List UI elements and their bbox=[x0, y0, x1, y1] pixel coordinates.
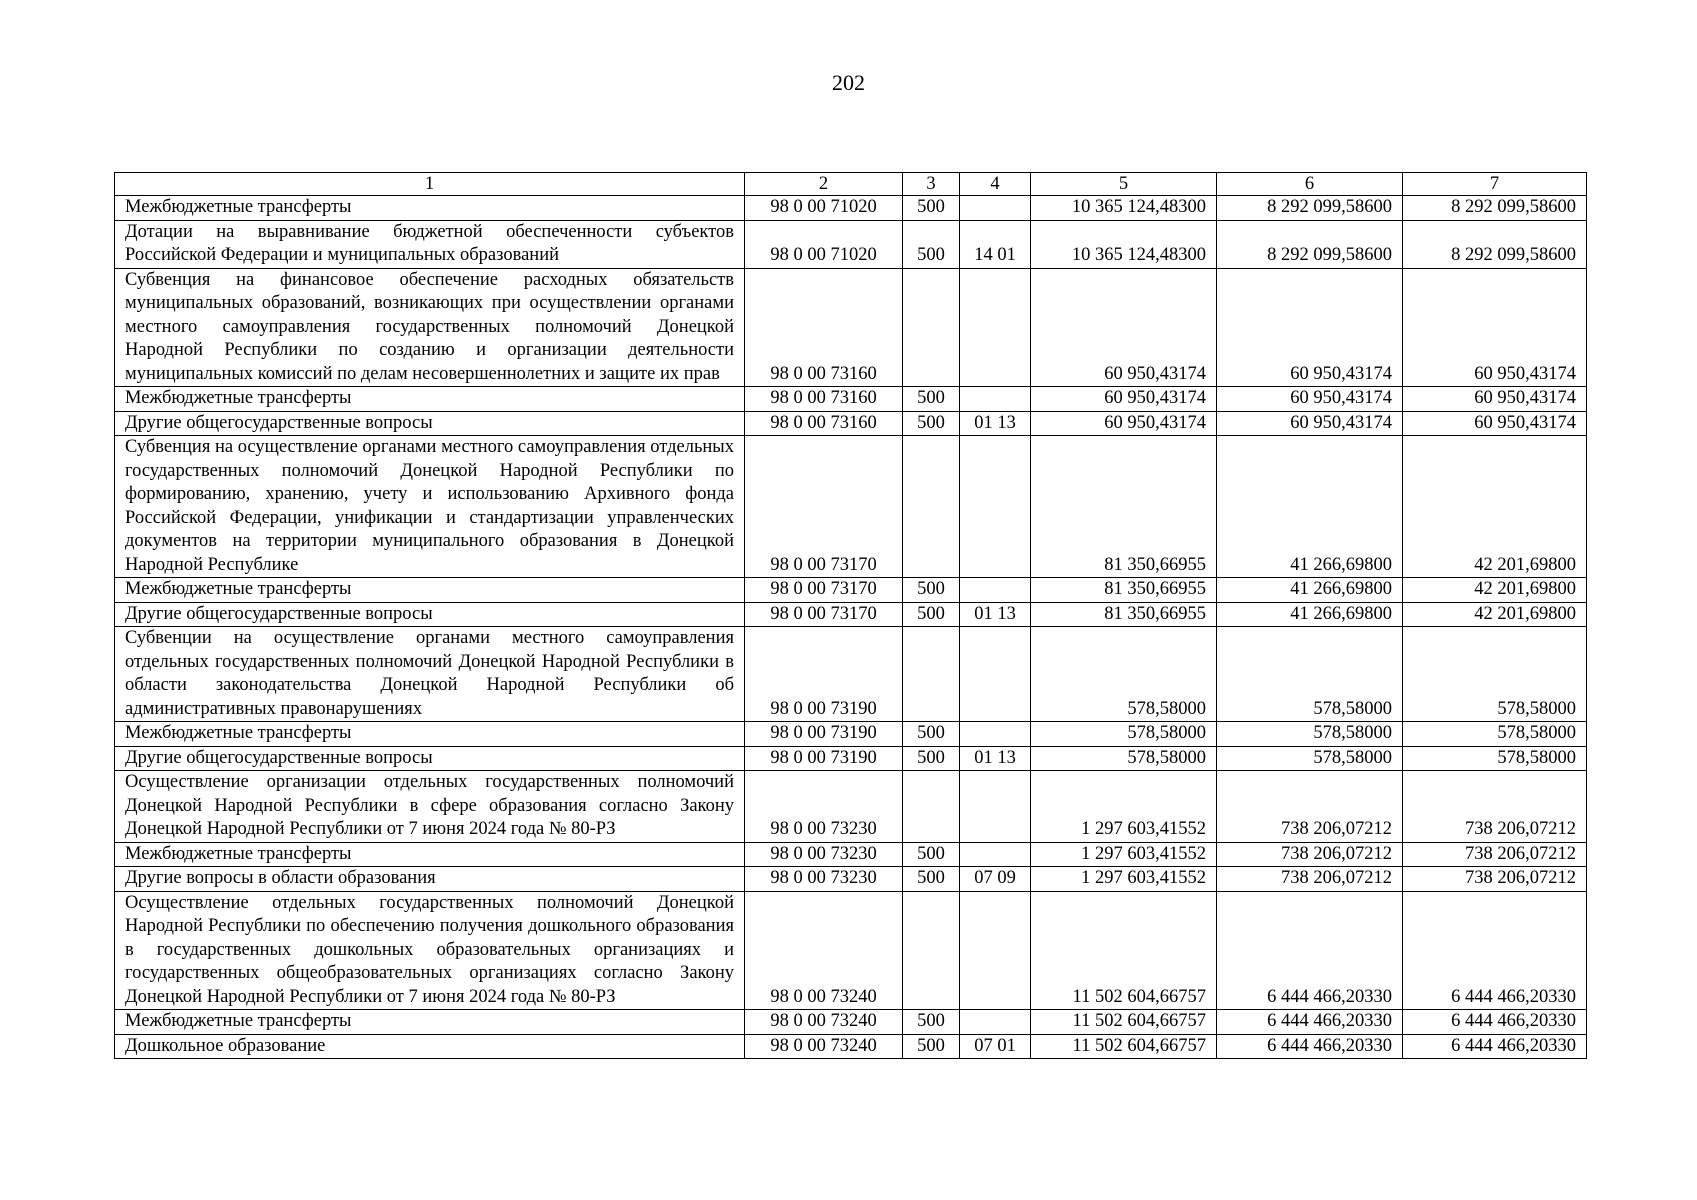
table-row bbox=[115, 771, 1587, 843]
table-row bbox=[115, 1034, 1587, 1059]
column-header: 6 bbox=[1217, 173, 1403, 196]
table-row bbox=[115, 578, 1587, 603]
target-article-cell: 98 0 00 73230 bbox=[745, 867, 903, 892]
target-article-cell: 98 0 00 73240 bbox=[745, 891, 903, 1010]
expense-type-cell bbox=[903, 627, 960, 722]
table-row bbox=[115, 268, 1587, 387]
section-subsection-cell: 07 01 bbox=[960, 1034, 1031, 1059]
expense-name-cell: Межбюджетные трансферты bbox=[115, 1010, 745, 1035]
target-article-cell: 98 0 00 71020 bbox=[745, 196, 903, 221]
target-article-cell: 98 0 00 73190 bbox=[745, 746, 903, 771]
amount-col6-cell: 8 292 099,58600 bbox=[1217, 220, 1403, 268]
amount-col7-cell: 578,58000 bbox=[1403, 746, 1587, 771]
amount-col7-cell: 6 444 466,20330 bbox=[1403, 1034, 1587, 1059]
amount-col6-cell: 738 206,07212 bbox=[1217, 771, 1403, 843]
amount-col5-cell: 60 950,43174 bbox=[1031, 411, 1217, 436]
amount-col5-cell: 10 365 124,48300 bbox=[1031, 196, 1217, 221]
amount-col6-cell: 41 266,69800 bbox=[1217, 578, 1403, 603]
section-subsection-cell: 01 13 bbox=[960, 746, 1031, 771]
column-header: 5 bbox=[1031, 173, 1217, 196]
amount-col5-cell: 81 350,66955 bbox=[1031, 578, 1217, 603]
table-row bbox=[115, 746, 1587, 771]
expense-type-cell: 500 bbox=[903, 842, 960, 867]
expense-name-cell: Другие общегосударственные вопросы bbox=[115, 746, 745, 771]
expense-name-cell: Межбюджетные трансферты bbox=[115, 578, 745, 603]
amount-col7-cell: 738 206,07212 bbox=[1403, 771, 1587, 843]
amount-col6-cell: 578,58000 bbox=[1217, 746, 1403, 771]
expense-type-cell: 500 bbox=[903, 746, 960, 771]
amount-col5-cell: 11 502 604,66757 bbox=[1031, 891, 1217, 1010]
target-article-cell: 98 0 00 73190 bbox=[745, 627, 903, 722]
column-header: 1 bbox=[115, 173, 745, 196]
expense-type-cell bbox=[903, 436, 960, 578]
target-article-cell: 98 0 00 73230 bbox=[745, 771, 903, 843]
expense-type-cell: 500 bbox=[903, 196, 960, 221]
expense-name-cell: Межбюджетные трансферты bbox=[115, 722, 745, 747]
expense-name-cell: Другие вопросы в области образования bbox=[115, 867, 745, 892]
section-subsection-cell bbox=[960, 196, 1031, 221]
column-header: 3 bbox=[903, 173, 960, 196]
section-subsection-cell bbox=[960, 842, 1031, 867]
table-row bbox=[115, 1010, 1587, 1035]
expense-name-cell: Дотации на выравнивание бюджетной обеспеченности субъектов Российской Федерации и муниципальных образований bbox=[115, 220, 745, 268]
target-article-cell: 98 0 00 71020 bbox=[745, 220, 903, 268]
expense-name-cell: Осуществление отдельных государственных полномочий Донецкой Народной Республики по обеспечению получения дошкольного образования в государственных дошкольных образовательных организациях и государственных общеобразовательных организациях согласно Закону Донецкой Народной Республики от 7 июня 2024 года № 80-РЗ bbox=[115, 891, 745, 1010]
amount-col5-cell: 60 950,43174 bbox=[1031, 387, 1217, 412]
expense-name-cell: Субвенция на осуществление органами местного самоуправления отдельных государственных полномочий Донецкой Народной Республики по формированию, хранению, учету и использованию Архивного фонда Российской Федерации, унификации и стандартизации управленческих документов на территории муниципального образования в Донецкой Народной Республике bbox=[115, 436, 745, 578]
section-subsection-cell bbox=[960, 387, 1031, 412]
table-header-row bbox=[115, 173, 1587, 196]
expense-type-cell: 500 bbox=[903, 411, 960, 436]
column-header: 2 bbox=[745, 173, 903, 196]
amount-col5-cell: 60 950,43174 bbox=[1031, 268, 1217, 387]
table-row bbox=[115, 842, 1587, 867]
amount-col6-cell: 738 206,07212 bbox=[1217, 842, 1403, 867]
table-row bbox=[115, 627, 1587, 722]
amount-col7-cell: 578,58000 bbox=[1403, 627, 1587, 722]
amount-col6-cell: 578,58000 bbox=[1217, 627, 1403, 722]
amount-col5-cell: 81 350,66955 bbox=[1031, 436, 1217, 578]
expense-type-cell: 500 bbox=[903, 387, 960, 412]
column-header: 4 bbox=[960, 173, 1031, 196]
target-article-cell: 98 0 00 73160 bbox=[745, 387, 903, 412]
amount-col5-cell: 1 297 603,41552 bbox=[1031, 771, 1217, 843]
expense-type-cell: 500 bbox=[903, 578, 960, 603]
target-article-cell: 98 0 00 73170 bbox=[745, 436, 903, 578]
section-subsection-cell bbox=[960, 436, 1031, 578]
amount-col7-cell: 42 201,69800 bbox=[1403, 436, 1587, 578]
amount-col5-cell: 81 350,66955 bbox=[1031, 602, 1217, 627]
amount-col6-cell: 60 950,43174 bbox=[1217, 411, 1403, 436]
section-subsection-cell bbox=[960, 891, 1031, 1010]
expense-name-cell: Межбюджетные трансферты bbox=[115, 387, 745, 412]
amount-col7-cell: 60 950,43174 bbox=[1403, 268, 1587, 387]
expense-name-cell: Осуществление организации отдельных государственных полномочий Донецкой Народной Республики в сфере образования согласно Закону Донецкой Народной Республики от 7 июня 2024 года № 80-РЗ bbox=[115, 771, 745, 843]
expense-name-cell: Дошкольное образование bbox=[115, 1034, 745, 1059]
target-article-cell: 98 0 00 73160 bbox=[745, 268, 903, 387]
section-subsection-cell: 14 01 bbox=[960, 220, 1031, 268]
expense-type-cell: 500 bbox=[903, 722, 960, 747]
amount-col5-cell: 1 297 603,41552 bbox=[1031, 867, 1217, 892]
section-subsection-cell bbox=[960, 578, 1031, 603]
table-row bbox=[115, 196, 1587, 221]
amount-col5-cell: 578,58000 bbox=[1031, 746, 1217, 771]
amount-col6-cell: 60 950,43174 bbox=[1217, 268, 1403, 387]
amount-col6-cell: 738 206,07212 bbox=[1217, 867, 1403, 892]
expense-type-cell: 500 bbox=[903, 1010, 960, 1035]
section-subsection-cell: 01 13 bbox=[960, 411, 1031, 436]
amount-col6-cell: 60 950,43174 bbox=[1217, 387, 1403, 412]
section-subsection-cell: 07 09 bbox=[960, 867, 1031, 892]
amount-col7-cell: 8 292 099,58600 bbox=[1403, 220, 1587, 268]
table-row bbox=[115, 387, 1587, 412]
amount-col7-cell: 6 444 466,20330 bbox=[1403, 891, 1587, 1010]
table-row bbox=[115, 220, 1587, 268]
table-row bbox=[115, 722, 1587, 747]
target-article-cell: 98 0 00 73160 bbox=[745, 411, 903, 436]
amount-col6-cell: 6 444 466,20330 bbox=[1217, 1034, 1403, 1059]
amount-col6-cell: 8 292 099,58600 bbox=[1217, 196, 1403, 221]
expense-type-cell: 500 bbox=[903, 1034, 960, 1059]
table-row bbox=[115, 891, 1587, 1010]
table-row bbox=[115, 867, 1587, 892]
section-subsection-cell bbox=[960, 771, 1031, 843]
amount-col5-cell: 578,58000 bbox=[1031, 722, 1217, 747]
section-subsection-cell bbox=[960, 1010, 1031, 1035]
target-article-cell: 98 0 00 73240 bbox=[745, 1034, 903, 1059]
expense-type-cell: 500 bbox=[903, 602, 960, 627]
amount-col7-cell: 578,58000 bbox=[1403, 722, 1587, 747]
expense-name-cell: Субвенция на финансовое обеспечение расходных обязательств муниципальных образований, возникающих при осуществлении органами местного самоуправления государственных полномочий Донецкой Народной Республики по созданию и организации деятельности муниципальных комиссий по делам несовершеннолетних и защите их прав bbox=[115, 268, 745, 387]
expense-name-cell: Другие общегосударственные вопросы bbox=[115, 602, 745, 627]
amount-col6-cell: 6 444 466,20330 bbox=[1217, 1010, 1403, 1035]
expense-type-cell bbox=[903, 891, 960, 1010]
target-article-cell: 98 0 00 73170 bbox=[745, 602, 903, 627]
expense-name-cell: Межбюджетные трансферты bbox=[115, 842, 745, 867]
amount-col7-cell: 8 292 099,58600 bbox=[1403, 196, 1587, 221]
amount-col7-cell: 738 206,07212 bbox=[1403, 842, 1587, 867]
budget-table bbox=[114, 172, 1587, 1059]
amount-col7-cell: 60 950,43174 bbox=[1403, 387, 1587, 412]
expense-type-cell bbox=[903, 771, 960, 843]
amount-col5-cell: 11 502 604,66757 bbox=[1031, 1010, 1217, 1035]
section-subsection-cell bbox=[960, 268, 1031, 387]
expense-name-cell: Субвенции на осуществление органами местного самоуправления отдельных государственных полномочий Донецкой Народной Республики в области законодательства Донецкой Народной Республики об административных правонарушениях bbox=[115, 627, 745, 722]
target-article-cell: 98 0 00 73230 bbox=[745, 842, 903, 867]
expense-name-cell: Другие общегосударственные вопросы bbox=[115, 411, 745, 436]
amount-col6-cell: 41 266,69800 bbox=[1217, 436, 1403, 578]
column-header: 7 bbox=[1403, 173, 1587, 196]
amount-col7-cell: 738 206,07212 bbox=[1403, 867, 1587, 892]
table-row bbox=[115, 436, 1587, 578]
amount-col5-cell: 1 297 603,41552 bbox=[1031, 842, 1217, 867]
section-subsection-cell bbox=[960, 722, 1031, 747]
amount-col6-cell: 41 266,69800 bbox=[1217, 602, 1403, 627]
amount-col5-cell: 10 365 124,48300 bbox=[1031, 220, 1217, 268]
amount-col7-cell: 60 950,43174 bbox=[1403, 411, 1587, 436]
target-article-cell: 98 0 00 73190 bbox=[745, 722, 903, 747]
table-row bbox=[115, 602, 1587, 627]
expense-type-cell bbox=[903, 268, 960, 387]
table-row bbox=[115, 411, 1587, 436]
amount-col7-cell: 6 444 466,20330 bbox=[1403, 1010, 1587, 1035]
amount-col6-cell: 578,58000 bbox=[1217, 722, 1403, 747]
amount-col7-cell: 42 201,69800 bbox=[1403, 578, 1587, 603]
expense-name-cell: Межбюджетные трансферты bbox=[115, 196, 745, 221]
page-number: 202 bbox=[832, 70, 865, 95]
target-article-cell: 98 0 00 73240 bbox=[745, 1010, 903, 1035]
amount-col7-cell: 42 201,69800 bbox=[1403, 602, 1587, 627]
section-subsection-cell bbox=[960, 627, 1031, 722]
amount-col5-cell: 578,58000 bbox=[1031, 627, 1217, 722]
section-subsection-cell: 01 13 bbox=[960, 602, 1031, 627]
amount-col6-cell: 6 444 466,20330 bbox=[1217, 891, 1403, 1010]
expense-type-cell: 500 bbox=[903, 867, 960, 892]
expense-type-cell: 500 bbox=[903, 220, 960, 268]
amount-col5-cell: 11 502 604,66757 bbox=[1031, 1034, 1217, 1059]
target-article-cell: 98 0 00 73170 bbox=[745, 578, 903, 603]
